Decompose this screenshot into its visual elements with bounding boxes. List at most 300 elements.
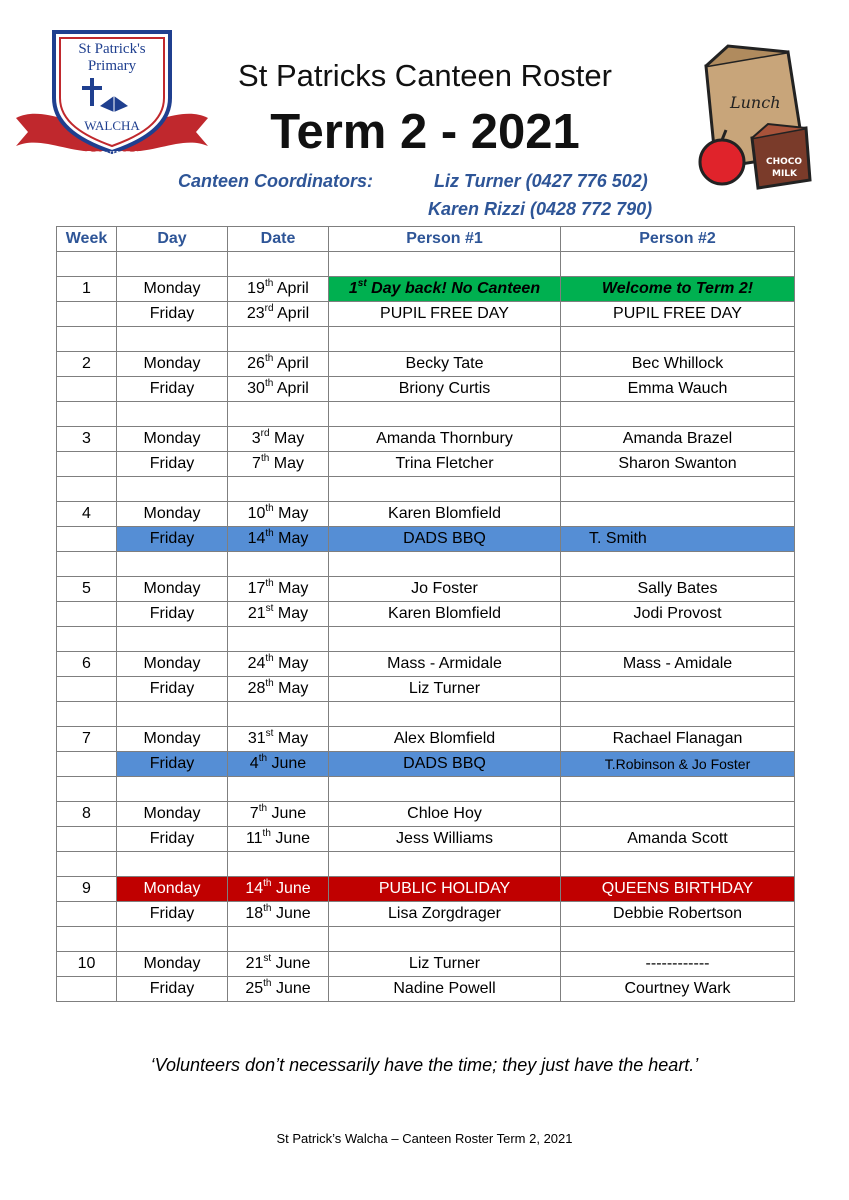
- week-cell: [57, 827, 117, 852]
- date-month: May: [277, 605, 309, 622]
- empty-cell: [329, 327, 561, 352]
- day-cell: [117, 577, 228, 602]
- date-month: June: [275, 980, 311, 997]
- coordinator-1: Liz Turner (0427 776 502): [434, 171, 648, 191]
- date-cell: [228, 727, 329, 752]
- table-header-row: [57, 227, 795, 252]
- day-cell: [117, 677, 228, 702]
- table-row: [57, 527, 795, 552]
- person-1-name: Trina Fletcher: [395, 455, 494, 472]
- table-row: [57, 977, 795, 1002]
- date-number: 7: [249, 805, 259, 822]
- empty-cell: [57, 777, 117, 802]
- person-2-name: Amanda Scott: [627, 830, 728, 847]
- spacer-row: [57, 402, 795, 427]
- table-row: [57, 727, 795, 752]
- spacer-row: [57, 702, 795, 727]
- empty-cell: [117, 627, 228, 652]
- date-suffix: th: [264, 352, 274, 364]
- date-cell: [228, 877, 329, 902]
- day-cell: [117, 427, 228, 452]
- empty-cell: [561, 777, 795, 802]
- person-1-name: DADS BBQ: [403, 530, 486, 547]
- day-cell: [117, 802, 228, 827]
- day-name: Friday: [149, 605, 195, 622]
- empty-cell: [117, 477, 228, 502]
- empty-cell: [329, 402, 561, 427]
- date-month: April: [276, 355, 309, 372]
- date-month: May: [277, 730, 309, 747]
- day-cell: [117, 527, 228, 552]
- person-1-name: Amanda Thornbury: [376, 430, 513, 447]
- day-cell: [117, 602, 228, 627]
- date-cell: [228, 652, 329, 677]
- day-name: Friday: [149, 755, 195, 772]
- date-suffix: th: [258, 802, 268, 814]
- person-1-cell: [329, 277, 561, 302]
- page-title: St Patricks Canteen Roster: [238, 58, 612, 93]
- week-cell: [57, 902, 117, 927]
- date-suffix: st: [263, 952, 272, 964]
- person-1-cell: [329, 602, 561, 627]
- person-1-name: Liz Turner: [408, 680, 481, 697]
- person-1-cell: [329, 902, 561, 927]
- week-cell: [57, 802, 117, 827]
- empty-cell: [57, 327, 117, 352]
- spacer-row: [57, 627, 795, 652]
- date-month: April: [277, 305, 310, 322]
- spacer-row: [57, 927, 795, 952]
- day-cell: [117, 827, 228, 852]
- person-1-name: Chloe Hoy: [407, 805, 482, 822]
- day-cell: [117, 902, 228, 927]
- date-number: 10: [247, 505, 266, 522]
- date-cell: [228, 452, 329, 477]
- empty-cell: [57, 552, 117, 577]
- date-number: 4: [249, 755, 259, 772]
- day-cell: [117, 877, 228, 902]
- school-logo: [14, 26, 210, 182]
- date-number: 7: [252, 455, 261, 472]
- empty-cell: [228, 477, 329, 502]
- person-2-name: T. Smith: [589, 530, 647, 547]
- person-1-cell: [329, 877, 561, 902]
- empty-cell: [228, 777, 329, 802]
- empty-cell: [561, 477, 795, 502]
- empty-cell: [329, 252, 561, 277]
- week-number: 5: [82, 580, 91, 597]
- empty-cell: [117, 702, 228, 727]
- day-name: Friday: [149, 455, 195, 472]
- empty-cell: [561, 552, 795, 577]
- date-suffix: th: [265, 502, 274, 514]
- person-2-name: Sally Bates: [637, 580, 718, 597]
- person-2-name: Debbie Robertson: [613, 905, 742, 922]
- day-name: Monday: [143, 505, 201, 522]
- date-number: 25: [245, 980, 264, 997]
- week-cell: [57, 577, 117, 602]
- date-month: May: [278, 680, 309, 697]
- date-month: June: [275, 880, 311, 897]
- empty-cell: [561, 702, 795, 727]
- person-1-cell: [329, 977, 561, 1002]
- date-month: May: [278, 530, 309, 547]
- day-name: Monday: [143, 730, 201, 747]
- person-2-cell: [561, 652, 795, 677]
- svg-text:MILK: MILK: [772, 169, 798, 179]
- person-2-cell: [561, 277, 795, 302]
- date-cell: [228, 427, 329, 452]
- date-suffix: th: [264, 377, 274, 389]
- table-row: [57, 502, 795, 527]
- date-month: June: [271, 805, 307, 822]
- person-2-cell: [561, 427, 795, 452]
- empty-cell: [329, 927, 561, 952]
- day-cell: [117, 452, 228, 477]
- date-number: 14: [247, 530, 266, 547]
- empty-cell: [561, 627, 795, 652]
- person-2-cell: [561, 727, 795, 752]
- person-2-name: Bec Whillock: [631, 355, 724, 372]
- person-1-suffix: st: [357, 277, 367, 289]
- person-1-cell: [329, 352, 561, 377]
- week-cell: [57, 452, 117, 477]
- empty-cell: [117, 777, 228, 802]
- date-suffix: th: [265, 527, 274, 539]
- week-cell: [57, 752, 117, 777]
- date-number: 17: [247, 580, 266, 597]
- empty-cell: [57, 927, 117, 952]
- day-cell: [117, 752, 228, 777]
- day-name: Monday: [143, 880, 201, 897]
- empty-cell: [228, 702, 329, 727]
- table-row: [57, 802, 795, 827]
- date-cell: [228, 802, 329, 827]
- coordinators-label: Canteen Coordinators:: [178, 171, 374, 191]
- spacer-row: [57, 552, 795, 577]
- table-row: [57, 602, 795, 627]
- person-2-cell: [561, 302, 795, 327]
- person-2-cell: [561, 877, 795, 902]
- person-2-name: PUPIL FREE DAY: [613, 305, 742, 322]
- date-suffix: st: [265, 727, 274, 739]
- person-1-name: Karen Blomfield: [388, 605, 501, 622]
- person-1-cell: [329, 302, 561, 327]
- table-row: [57, 377, 795, 402]
- date-cell: [228, 827, 329, 852]
- person-2-name: ------------: [645, 955, 710, 972]
- week-number: 8: [82, 805, 91, 822]
- person-1-name: Liz Turner: [408, 955, 481, 972]
- person-1-name: Nadine Powell: [393, 980, 496, 997]
- empty-cell: [561, 852, 795, 877]
- empty-cell: [117, 927, 228, 952]
- week-number: 3: [82, 430, 91, 447]
- day-name: Monday: [143, 955, 201, 972]
- date-number: 18: [245, 905, 264, 922]
- date-number: 23: [246, 305, 265, 322]
- week-cell: [57, 652, 117, 677]
- week-cell: [57, 977, 117, 1002]
- date-month: May: [278, 655, 309, 672]
- person-1-name: Becky Tate: [405, 355, 484, 372]
- empty-cell: [117, 252, 228, 277]
- person-1-cell: [329, 652, 561, 677]
- day-name: Monday: [143, 430, 201, 447]
- header-person-1: Person #1: [329, 227, 561, 252]
- person-1-cell: [329, 577, 561, 602]
- table-row: [57, 452, 795, 477]
- person-2-cell: [561, 527, 795, 552]
- empty-cell: [228, 852, 329, 877]
- svg-text:GROWING IN: GROWING IN: [78, 149, 146, 161]
- date-suffix: th: [264, 277, 274, 289]
- date-cell: [228, 577, 329, 602]
- person-1-cell: [329, 427, 561, 452]
- week-number: 2: [82, 355, 91, 372]
- date-number: 14: [245, 880, 264, 897]
- day-name: Friday: [149, 680, 195, 697]
- day-cell: [117, 952, 228, 977]
- person-2-cell: [561, 502, 795, 527]
- week-number: 1: [82, 280, 91, 297]
- person-1-name: Jess Williams: [396, 830, 493, 847]
- empty-cell: [329, 777, 561, 802]
- day-cell: [117, 977, 228, 1002]
- empty-cell: [228, 552, 329, 577]
- person-1-cell: [329, 502, 561, 527]
- person-1-cell: [329, 527, 561, 552]
- person-2-name: T.Robinson & Jo Foster: [604, 756, 751, 772]
- date-month: June: [275, 905, 311, 922]
- date-month: May: [274, 430, 305, 447]
- week-cell: [57, 377, 117, 402]
- person-2-name: QUEENS BIRTHDAY: [601, 880, 754, 897]
- person-1-cell: [329, 802, 561, 827]
- day-name: Monday: [143, 355, 201, 372]
- empty-cell: [228, 627, 329, 652]
- svg-text:WISDOM AND FAITH: WISDOM AND FAITH: [58, 162, 166, 174]
- spacer-row: [57, 252, 795, 277]
- table-row: [57, 752, 795, 777]
- day-cell: [117, 352, 228, 377]
- spacer-row: [57, 327, 795, 352]
- day-name: Monday: [143, 655, 201, 672]
- table-row: [57, 877, 795, 902]
- date-cell: [228, 302, 329, 327]
- empty-cell: [57, 627, 117, 652]
- date-cell: [228, 277, 329, 302]
- empty-cell: [561, 402, 795, 427]
- person-2-name: Emma Wauch: [627, 380, 728, 397]
- empty-cell: [561, 252, 795, 277]
- date-month: April: [276, 380, 309, 397]
- date-month: May: [278, 580, 309, 597]
- person-2-cell: [561, 452, 795, 477]
- person-1-cell: [329, 677, 561, 702]
- person-1-name: Mass - Armidale: [387, 655, 502, 672]
- date-cell: [228, 502, 329, 527]
- date-suffix: th: [263, 877, 272, 889]
- person-2-name: Rachael Flanagan: [612, 730, 743, 747]
- day-name: Friday: [149, 905, 195, 922]
- lunch-bag-illustration: [688, 44, 814, 190]
- person-1-name: Day back! No Canteen: [371, 280, 541, 297]
- day-name: Monday: [143, 580, 201, 597]
- person-2-cell: [561, 952, 795, 977]
- person-1-name: Alex Blomfield: [393, 730, 496, 747]
- person-2-cell: [561, 577, 795, 602]
- empty-cell: [228, 927, 329, 952]
- empty-cell: [117, 402, 228, 427]
- empty-cell: [561, 327, 795, 352]
- person-2-cell: [561, 377, 795, 402]
- date-cell: [228, 752, 329, 777]
- person-2-cell: [561, 352, 795, 377]
- person-1-name: DADS BBQ: [403, 755, 486, 772]
- date-month: June: [275, 830, 311, 847]
- empty-cell: [57, 852, 117, 877]
- date-suffix: rd: [264, 302, 274, 314]
- person-2-name: Welcome to Term 2!: [601, 280, 754, 297]
- roster-body: [57, 252, 795, 1002]
- day-cell: [117, 727, 228, 752]
- empty-cell: [329, 702, 561, 727]
- empty-cell: [228, 252, 329, 277]
- week-cell: [57, 727, 117, 752]
- date-number: 28: [247, 680, 266, 697]
- person-1-name: PUBLIC HOLIDAY: [378, 880, 511, 897]
- person-2-name: Jodi Provost: [633, 605, 722, 622]
- person-1-name: Jo Foster: [411, 580, 478, 597]
- svg-text:Primary: Primary: [87, 58, 137, 74]
- date-cell: [228, 352, 329, 377]
- svg-text:CHOCO: CHOCO: [766, 157, 803, 167]
- week-cell: [57, 527, 117, 552]
- day-cell: [117, 652, 228, 677]
- person-2-name: Mass - Amidale: [622, 655, 733, 672]
- date-suffix: th: [260, 452, 270, 464]
- day-name: Friday: [149, 980, 195, 997]
- person-1-name: Briony Curtis: [398, 380, 491, 397]
- empty-cell: [57, 402, 117, 427]
- empty-cell: [329, 477, 561, 502]
- date-cell: [228, 952, 329, 977]
- date-number: 19: [247, 280, 265, 297]
- day-cell: [117, 377, 228, 402]
- week-number: 7: [82, 730, 91, 747]
- date-number: 11: [245, 830, 263, 847]
- person-2-cell: [561, 977, 795, 1002]
- spacer-row: [57, 852, 795, 877]
- spacer-row: [57, 777, 795, 802]
- header-day: Day: [117, 227, 228, 252]
- person-2-cell: [561, 827, 795, 852]
- person-1-cell: [329, 827, 561, 852]
- week-cell: [57, 352, 117, 377]
- date-suffix: th: [265, 677, 274, 689]
- week-cell: [57, 602, 117, 627]
- empty-cell: [329, 627, 561, 652]
- person-2-cell: [561, 752, 795, 777]
- person-1-cell: [329, 452, 561, 477]
- table-row: [57, 952, 795, 977]
- person-1-number: 1: [348, 280, 358, 297]
- date-number: 3: [251, 430, 261, 447]
- date-suffix: th: [263, 902, 272, 914]
- empty-cell: [329, 552, 561, 577]
- date-number: 24: [247, 655, 266, 672]
- table-row: [57, 652, 795, 677]
- empty-cell: [117, 852, 228, 877]
- header-week: Week: [57, 227, 117, 252]
- date-cell: [228, 602, 329, 627]
- week-number: 9: [82, 880, 91, 897]
- day-name: Monday: [143, 805, 201, 822]
- week-cell: [57, 952, 117, 977]
- person-2-cell: [561, 677, 795, 702]
- empty-cell: [117, 327, 228, 352]
- empty-cell: [329, 852, 561, 877]
- day-cell: [117, 502, 228, 527]
- person-1-name: PUPIL FREE DAY: [380, 305, 509, 322]
- date-month: May: [273, 455, 304, 472]
- day-name: Friday: [149, 830, 195, 847]
- date-cell: [228, 527, 329, 552]
- date-cell: [228, 677, 329, 702]
- date-suffix: th: [263, 977, 272, 989]
- date-cell: [228, 902, 329, 927]
- table-row: [57, 677, 795, 702]
- date-number: 26: [247, 355, 265, 372]
- date-suffix: th: [258, 752, 268, 764]
- empty-cell: [561, 927, 795, 952]
- svg-text:St Patrick's: St Patrick's: [78, 41, 146, 57]
- date-number: 31: [247, 730, 266, 747]
- week-cell: [57, 877, 117, 902]
- person-1-name: Karen Blomfield: [388, 505, 501, 522]
- date-month: April: [276, 280, 309, 297]
- day-cell: [117, 302, 228, 327]
- table-row: [57, 277, 795, 302]
- person-2-name: Courtney Wark: [624, 980, 731, 997]
- svg-text:Lunch: Lunch: [730, 93, 781, 112]
- week-cell: [57, 677, 117, 702]
- empty-cell: [228, 402, 329, 427]
- day-name: Friday: [149, 530, 195, 547]
- week-cell: [57, 302, 117, 327]
- date-suffix: th: [265, 577, 274, 589]
- date-number: 30: [247, 380, 265, 397]
- header-date: Date: [228, 227, 329, 252]
- header-person-2: Person #2: [561, 227, 795, 252]
- person-2-cell: [561, 602, 795, 627]
- date-month: June: [271, 755, 307, 772]
- date-suffix: st: [265, 602, 274, 614]
- date-month: May: [278, 505, 309, 522]
- date-number: 21: [245, 955, 264, 972]
- empty-cell: [57, 252, 117, 277]
- empty-cell: [228, 327, 329, 352]
- spacer-row: [57, 477, 795, 502]
- week-cell: [57, 277, 117, 302]
- volunteer-quote: ‘Volunteers don’t necessarily have the time; they just have the heart.’: [150, 1055, 699, 1075]
- person-1-cell: [329, 952, 561, 977]
- person-1-cell: [329, 752, 561, 777]
- date-month: June: [275, 955, 311, 972]
- person-1-cell: [329, 377, 561, 402]
- person-2-cell: [561, 802, 795, 827]
